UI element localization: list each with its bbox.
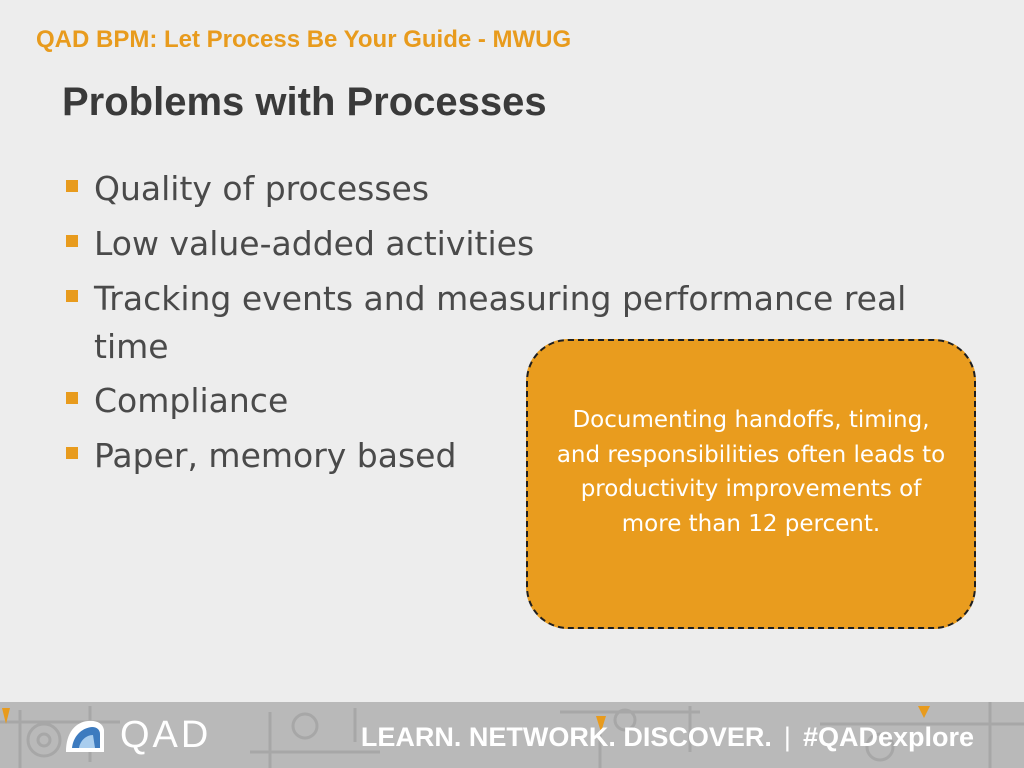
qad-logo-icon bbox=[62, 718, 106, 754]
bullet-text: Low value-added activities bbox=[94, 223, 535, 263]
header-title: QAD BPM: Let Process Be Your Guide - MWUG bbox=[36, 26, 572, 53]
square-bullet-icon bbox=[66, 180, 78, 192]
bullet-text: Tracking events and measuring performance real time bbox=[94, 278, 907, 366]
hashtag-text: #QADexplore bbox=[802, 722, 974, 752]
bullet-text: Quality of processes bbox=[94, 169, 430, 208]
slide-title: Problems with Processes bbox=[62, 80, 547, 124]
callout-box bbox=[526, 339, 976, 629]
footer-bar bbox=[0, 702, 1024, 768]
callout-text: Documenting handoffs, timing, and responsibilities often leads to productivity improvements of more than 12 percent. bbox=[556, 407, 946, 537]
tagline-text: LEARN. NETWORK. DISCOVER. bbox=[360, 722, 772, 752]
square-bullet-icon bbox=[66, 392, 78, 404]
tagline-separator: | bbox=[783, 722, 791, 752]
bullet-text: Paper, memory based bbox=[94, 436, 457, 476]
qad-logo-text: QAD bbox=[120, 714, 212, 756]
bullet-item bbox=[60, 220, 980, 268]
footer-tagline bbox=[361, 722, 974, 753]
bullet-text: Compliance bbox=[94, 381, 289, 421]
square-bullet-icon bbox=[66, 235, 78, 247]
square-bullet-icon bbox=[66, 447, 78, 459]
square-bullet-icon bbox=[66, 290, 78, 302]
bullet-item bbox=[60, 165, 980, 213]
